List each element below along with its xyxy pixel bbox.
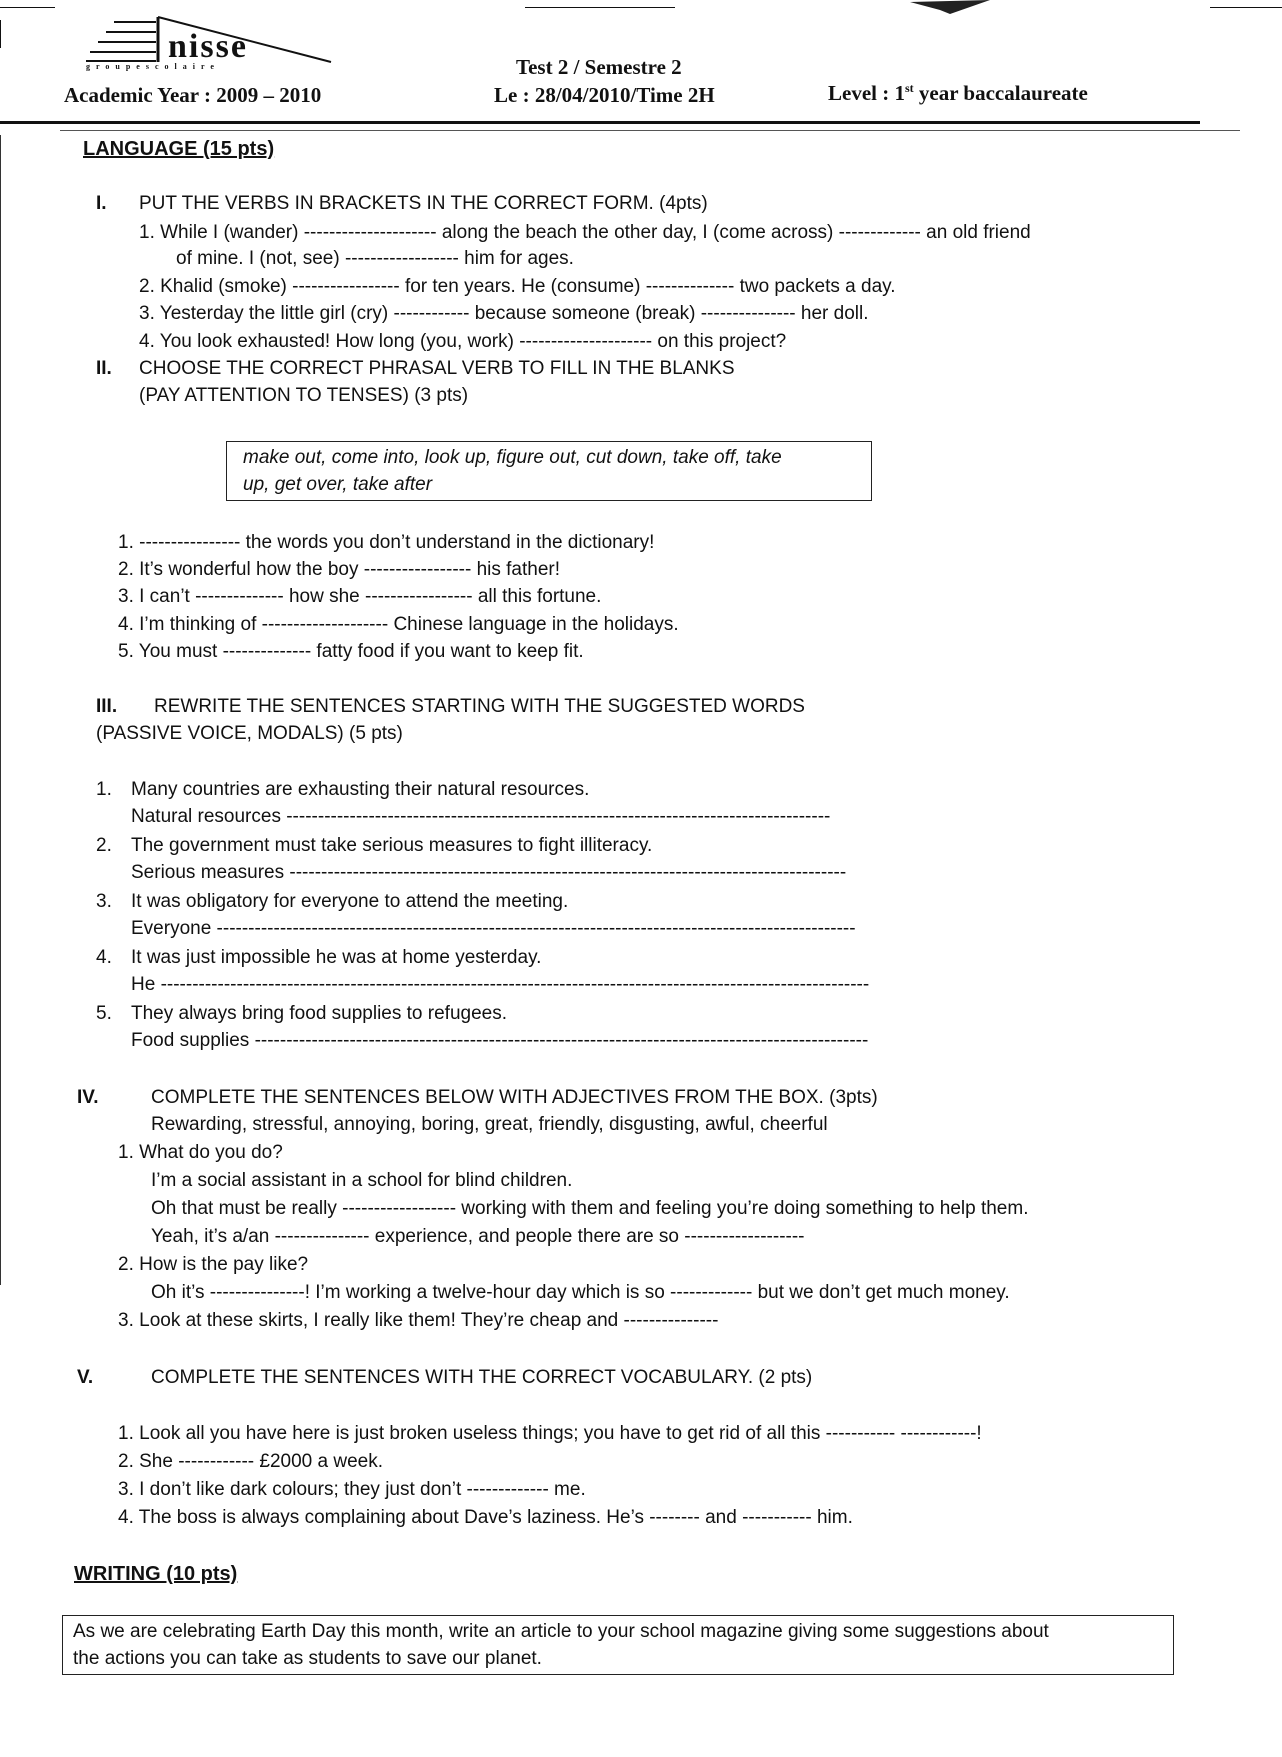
- section-2-title: CHOOSE THE CORRECT PHRASAL VERB TO FILL IN THE BLANKS: [139, 358, 735, 379]
- rewrite-answer: He ----------------------------------------------------------------------------------------------------------------: [131, 974, 870, 995]
- section-1-line: of mine. I (not, see) ------------------ him for ages.: [176, 248, 574, 269]
- section-5-num: V.: [77, 1367, 94, 1388]
- rewrite-question: The government must take serious measures to fight illiteracy.: [131, 835, 653, 856]
- adjective-list: Rewarding, stressful, annoying, boring, great, friendly, disgusting, awful, cheerful: [151, 1114, 828, 1135]
- section-3-title: REWRITE THE SENTENCES STARTING WITH THE SUGGESTED WORDS: [154, 696, 805, 717]
- header-rule: [0, 121, 1200, 124]
- writing-title: WRITING (10 pts): [74, 1563, 238, 1585]
- item-number: 2.: [96, 835, 112, 856]
- rewrite-question: It was obligatory for everyone to attend the meeting.: [131, 891, 569, 912]
- logo-name: nisse: [168, 28, 248, 65]
- rewrite-answer: Everyone -----------------------------------------------------------------------------------------------------: [131, 918, 856, 939]
- item-number: 5.: [96, 1003, 112, 1024]
- rewrite-answer: Serious measures ----------------------------------------------------------------------------------------: [131, 862, 847, 883]
- rewrite-question: Many countries are exhausting their natural resources.: [131, 779, 590, 800]
- section-1-line: 1. While I (wander) --------------------- along the beach the other day, I (come across) ------------- an old friend: [139, 222, 1031, 243]
- logo-subtitle: g r o u p e s c o l a i r e: [86, 62, 216, 71]
- language-title: LANGUAGE (15 pts): [83, 138, 275, 160]
- rewrite-answer: Natural resources --------------------------------------------------------------------------------------: [131, 806, 831, 827]
- writing-prompt-line: As we are celebrating Earth Day this month, write an article to your school magazine giving some suggestions about: [73, 1621, 1049, 1642]
- section-2-subtitle: (PAY ATTENTION TO TENSES) (3 pts): [139, 385, 469, 406]
- item-number: 4.: [96, 947, 112, 968]
- writing-prompt-box: [62, 1615, 1174, 1675]
- corner-mark-icon: [910, 0, 990, 20]
- list-item: 1. ---------------- the words you don’t understand in the dictionary!: [118, 532, 655, 553]
- rewrite-answer: Food supplies -------------------------------------------------------------------------------------------------: [131, 1030, 869, 1051]
- level: Level : 1st year baccalaureate: [828, 81, 1088, 105]
- list-item: 2. She ------------ £2000 a week.: [118, 1451, 384, 1472]
- rewrite-question: They always bring food supplies to refugees.: [131, 1003, 507, 1024]
- dialogue-line: 3. Look at these skirts, I really like them! They’re cheap and ---------------: [118, 1310, 719, 1331]
- section-4-title: COMPLETE THE SENTENCES BELOW WITH ADJECTIVES FROM THE BOX. (3pts): [151, 1087, 878, 1108]
- header-rule-thin: [60, 130, 1240, 131]
- test-title: Test 2 / Semestre 2: [516, 55, 682, 79]
- section-3-subtitle: (PASSIVE VOICE, MODALS) (5 pts): [96, 723, 403, 744]
- list-item: 3. I don’t like dark colours; they just don’t ------------- me.: [118, 1479, 586, 1500]
- section-1-title: PUT THE VERBS IN BRACKETS IN THE CORRECT FORM. (4pts): [139, 193, 708, 214]
- dialogue-line: Oh it’s ---------------! I’m working a twelve-hour day which is so ------------- but we don’t get much money.: [151, 1282, 1010, 1303]
- section-1-line: 2. Khalid (smoke) ----------------- for ten years. He (consume) -------------- two packets a day.: [139, 276, 896, 297]
- writing-prompt-line: the actions you can take as students to save our planet.: [73, 1648, 542, 1669]
- dialogue-line: I’m a social assistant in a school for blind children.: [151, 1170, 573, 1191]
- list-item: 2. It’s wonderful how the boy ----------------- his father!: [118, 559, 561, 580]
- dialogue-line: 2. How is the pay like?: [118, 1254, 309, 1275]
- item-number: 3.: [96, 891, 112, 912]
- phrasal-verbs-box: [226, 441, 872, 501]
- section-1-line: 4. You look exhausted! How long (you, work) --------------------- on this project?: [139, 331, 787, 352]
- academic-year: Academic Year : 2009 – 2010: [64, 83, 322, 107]
- dialogue-line: Oh that must be really ------------------ working with them and feeling you’re doing something to help them.: [151, 1198, 1029, 1219]
- list-item: 4. I’m thinking of -------------------- Chinese language in the holidays.: [118, 614, 679, 635]
- item-number: 1.: [96, 779, 112, 800]
- section-5-title: COMPLETE THE SENTENCES WITH THE CORRECT VOCABULARY. (2 pts): [151, 1367, 813, 1388]
- exam-date-time: Le : 28/04/2010/Time 2H: [494, 83, 715, 107]
- school-logo: [86, 14, 366, 74]
- list-item: 1. Look all you have here is just broken useless things; you have to get rid of all this ----------- ------------!: [118, 1423, 982, 1444]
- phrasal-verbs-line: up, get over, take after: [243, 474, 433, 495]
- rewrite-question: It was just impossible he was at home yesterday.: [131, 947, 542, 968]
- dialogue-line: Yeah, it’s a/an --------------- experience, and people there are so -------------------: [151, 1226, 805, 1247]
- list-item: 3. I can’t -------------- how she ----------------- all this fortune.: [118, 586, 602, 607]
- section-3-num: III.: [96, 696, 118, 717]
- section-1-num: I.: [96, 193, 107, 214]
- section-1-line: 3. Yesterday the little girl (cry) ------------ because someone (break) --------------- her doll.: [139, 303, 869, 324]
- section-4-num: IV.: [77, 1087, 99, 1108]
- phrasal-verbs-line: make out, come into, look up, figure out, cut down, take off, take: [243, 447, 782, 468]
- section-2-num: II.: [96, 358, 112, 379]
- dialogue-line: 1. What do you do?: [118, 1142, 283, 1163]
- list-item: 4. The boss is always complaining about Dave’s laziness. He’s -------- and ----------- him.: [118, 1507, 853, 1528]
- list-item: 5. You must -------------- fatty food if you want to keep fit.: [118, 641, 584, 662]
